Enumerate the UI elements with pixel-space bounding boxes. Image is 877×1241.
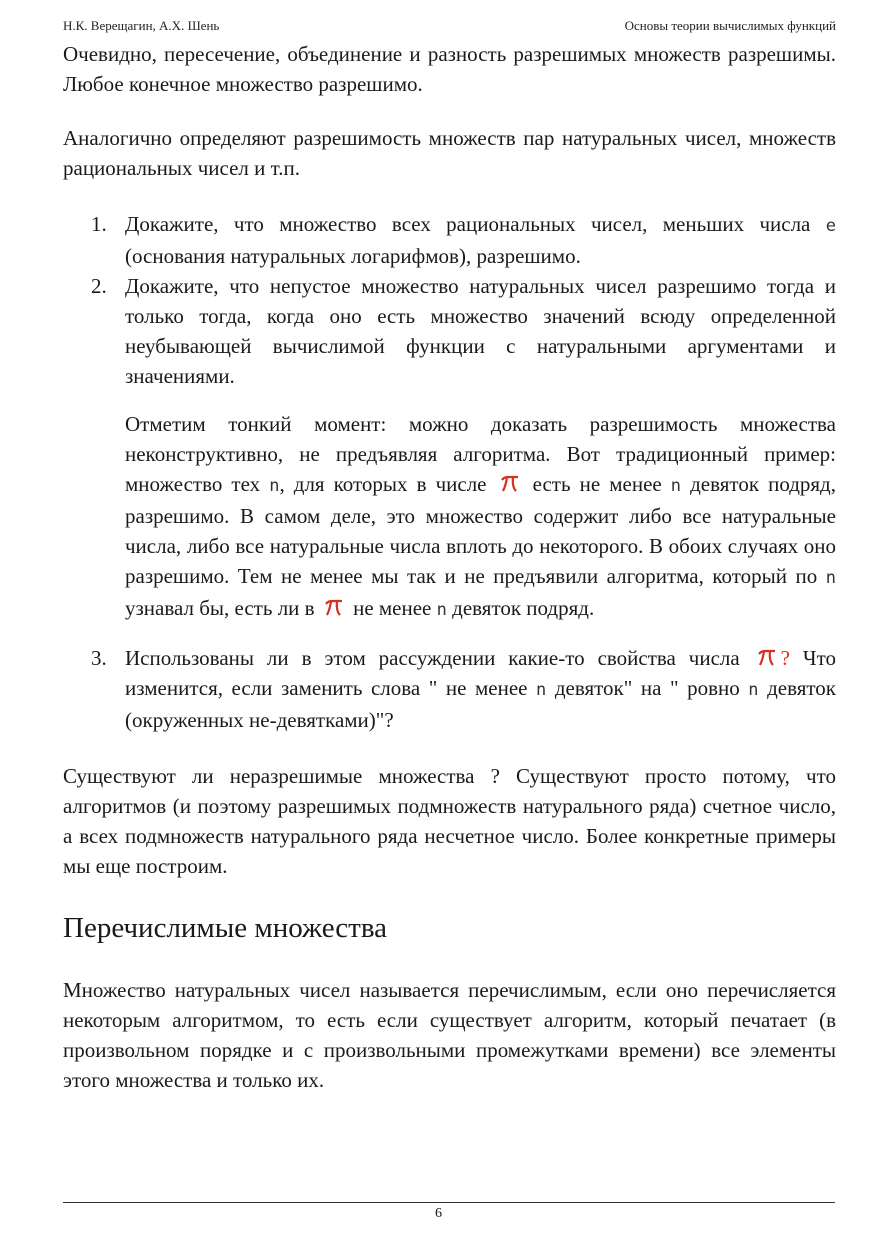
exercise-1 — [63, 209, 836, 271]
pi-symbol-icon — [757, 649, 777, 667]
pi-question-mark: ? — [780, 646, 790, 670]
pi-symbol-icon — [324, 599, 344, 617]
exercise-3-number: 3. — [91, 646, 107, 670]
exercise-3-text: Использованы ли в этом рассуждении какие-то свойства числа ? Что изменится, если заменить слова " не менее n девяток" на " ровно n девяток (окруженных не-девятками)"? — [125, 646, 836, 732]
footer-divider — [63, 1202, 835, 1203]
section-title: Перечислимые множества — [63, 912, 388, 944]
header-authors: Н.К. Верещагин, А.Х. Шень — [63, 18, 220, 33]
page-header — [63, 16, 836, 36]
pi-symbol-icon — [500, 475, 520, 493]
exercise-1-number: 1. — [91, 212, 107, 236]
paragraph-decidable-operations: Очевидно, пересечение, объединение и разность разрешимых множеств разрешимы. Любое конечное множество разрешимо. — [63, 42, 836, 96]
var-e: e — [825, 216, 836, 236]
page-number: 6 — [435, 1206, 442, 1221]
paragraph-undecidable-sets: Существуют ли неразрешимые множества ? Существуют просто потому, что алгоритмов (и поэтому разрешимых подмножеств натурального ряда) счетное число, а всех подмножеств натурального ряда несчетное число. Более конкретные примеры мы еще построим. — [63, 764, 836, 878]
note-paragraph: Отметим тонкий момент: можно доказать разрешимость множества неконструктивно, не предъявляя алгоритма. Вот традиционный пример: множество тех n, для которых в числе есть не менее n девяток подряд, разрешимо. В самом деле, это множество содержит либо все натуральные числа, либо все натуральные числа вплоть до некоторого. В обоих случаях оно разрешимо. Тем не менее мы так и не предъявили алгоритма, который по n узнавал бы, есть ли в не менее n девяток подряд. — [125, 412, 836, 620]
exercise-2 — [63, 271, 836, 625]
exercise-2-number: 2. — [91, 274, 107, 298]
exercise-1-text: Докажите, что множество всех рациональных чисел, меньших числа e (основания натуральных логарифмов), разрешимо. — [125, 212, 836, 268]
exercise-3 — [63, 643, 836, 735]
header-book-title: Основы теории вычислимых функций — [624, 18, 836, 33]
paragraph-decidable-pairs: Аналогично определяют разрешимость множеств пар натуральных чисел, множеств рациональных чисел и т.п. — [63, 126, 836, 180]
exercise-2-text: Докажите, что непустое множество натуральных чисел разрешимо тогда и только тогда, когда оно есть множество значений всюду определенной неубывающей вычислимой функции с натуральными аргументами и значениями. — [125, 274, 836, 388]
page-content — [63, 39, 836, 1095]
paragraph-enumerable-definition: Множество натуральных чисел называется перечислимым, если оно перечисляется некоторым алгоритмом, то есть если существует алгоритм, который печатает (в произвольном порядке и с произвольными промежутками времени) все элементы этого множества и только их. — [63, 978, 836, 1092]
